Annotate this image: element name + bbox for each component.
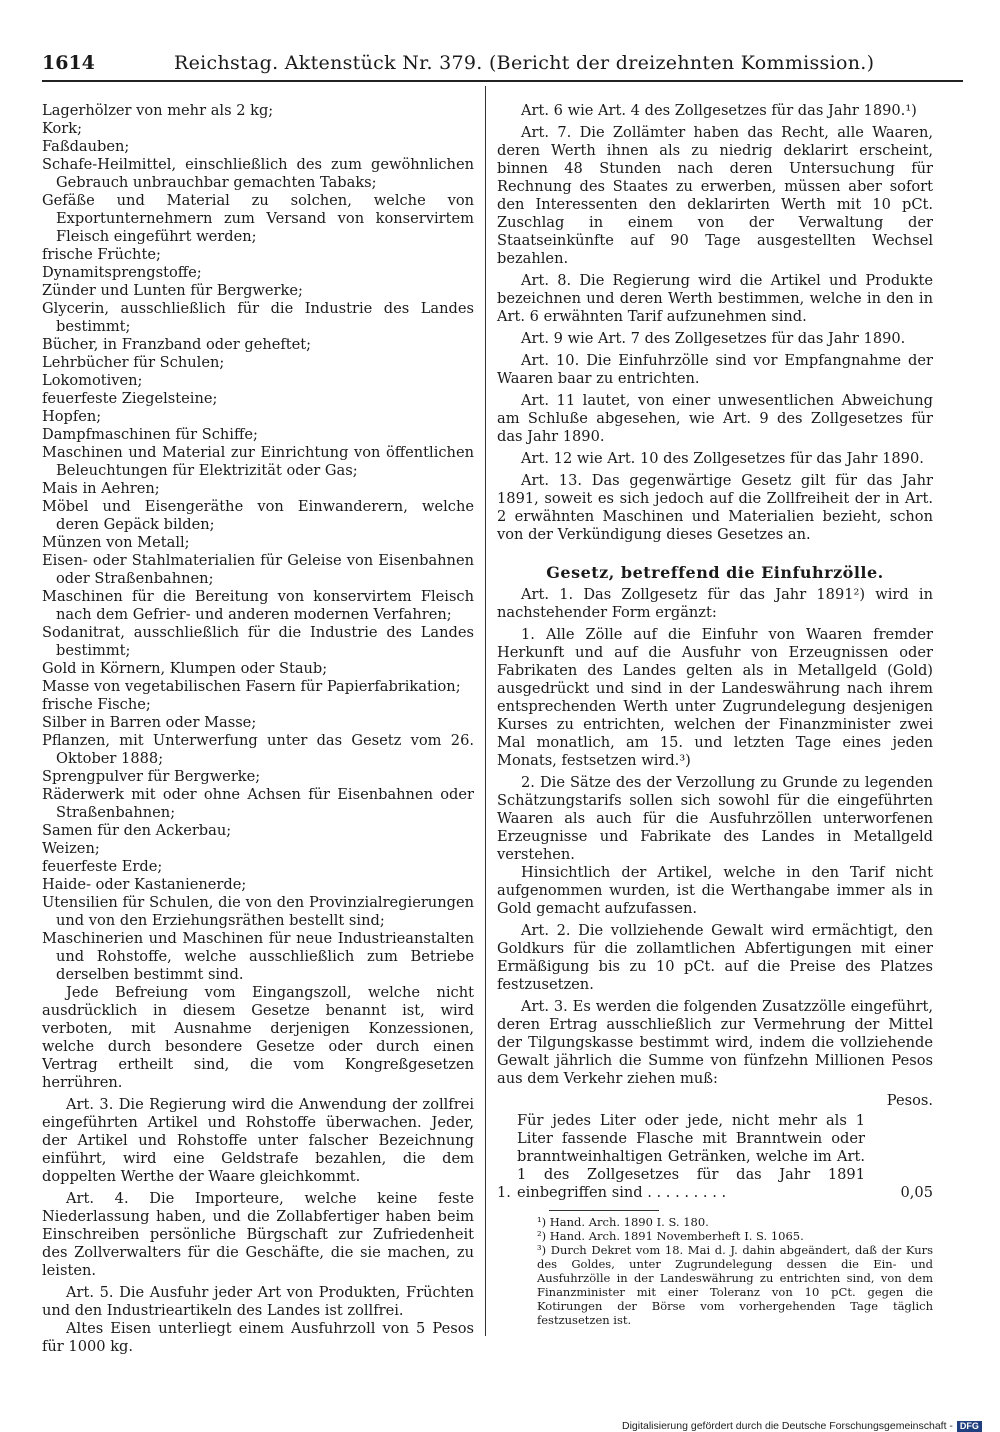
list-item: Maschinen und Material zur Einrichtung von öffentlichen Beleuchtungen für Elektrizität oder Gas; bbox=[42, 444, 474, 479]
list-item: frische Früchte; bbox=[42, 246, 161, 263]
paragraph: Art. 3. Es werden die folgenden Zusatzzölle eingeführt, deren Ertrag ausschließlich zur Vermehrung der Mittel der Tilgungskasse bestimmt wird, indem die vollziehende Gewalt jährlich die Summe von fünfzehn Millionen Pesos aus dem Verkehr ziehen muß: bbox=[497, 998, 933, 1087]
column-divider bbox=[485, 86, 486, 1336]
list-item: Mais in Aehren; bbox=[42, 480, 160, 497]
header-rule bbox=[42, 80, 963, 82]
list-item: Pflanzen, mit Unterwerfung unter das Gesetz vom 26. Oktober 1888; bbox=[42, 732, 474, 767]
paragraph: Art. 4. Die Importeure, welche keine feste Niederlassung haben, und die Zollabfertiger haben beim Einschreiben persönliche Bürgschaft zur Zufriedenheit des Zollverwalters für die Geschäfte, die sie machen, zu leisten. bbox=[42, 1190, 474, 1279]
list-item: Silber in Barren oder Masse; bbox=[42, 714, 257, 731]
tariff-row-text: Für jedes Liter oder jede, nicht mehr als 1 Liter fassende Flasche mit Branntwein oder branntweinhaltigen Getränken, welche im Art. 1 des Zollgesetzes für das Jahr 1891 einbegriffen sind . . . . . . . . . bbox=[517, 1112, 865, 1201]
paragraph: Art. 3. Die Regierung wird die Anwendung der zollfrei eingeführten Artikel und Rohstoffe überwachen. Jeder, der Artikel und Rohstoffe unter falscher Bezeichnung einführt, wird eine Geldstrafe bezahlen, die dem doppelten Werthe der Waare gleichkommt. bbox=[42, 1096, 474, 1185]
paragraph: Art. 8. Die Regierung wird die Artikel und Produkte bezeichnen und deren Werth bestimmen, welche in den in Art. 6 erwähnten Tarif aufzunehmen sind. bbox=[497, 272, 933, 325]
paragraph: Art. 11 lautet, von einer unwesentlichen Abweichung am Schluße abgesehen, wie Art. 9 des Zollgesetzes für das Jahr 1890. bbox=[497, 392, 933, 445]
paragraph: Art. 7. Die Zollämter haben das Recht, alle Waaren, deren Werth ihnen als zu niedrig deklarirt erscheint, binnen 48 Stunden nach deren Untersuchung für Rechnung des Staates zu erwerben, müssen aber sofort den Interessenten den deklarirten Werth mit 10 pCt. Zuschlag in einem von der Verwaltung der Staatseinkünfte auf 90 Tage ausgestellten Wechsel bezahlen. bbox=[497, 124, 933, 267]
paragraph: Art. 10. Die Einfuhrzölle sind vor Empfangnahme der Waaren baar zu entrichten. bbox=[497, 352, 933, 387]
list-item: Schafe-Heilmittel, einschließlich des zum gewöhnlichen Gebrauch unbrauchbar gemachten Tabaks; bbox=[42, 156, 474, 191]
list-item: Maschinerien und Maschinen für neue Industrieanstalten und Rohstoffe, welche ausschließlich zum Betriebe derselben bestimmt sind. bbox=[42, 930, 474, 983]
paragraph: Art. 12 wie Art. 10 des Zollgesetzes für das Jahr 1890. bbox=[521, 450, 924, 467]
list-item: Möbel und Eisengeräthe von Einwanderern, welche deren Gepäck bilden; bbox=[42, 498, 474, 533]
footnote-rule bbox=[549, 1210, 659, 1211]
list-item: frische Fische; bbox=[42, 696, 151, 713]
tariff-row-amount: 0,05 bbox=[900, 1184, 933, 1201]
list-item: Sodanitrat, ausschließlich für die Industrie des Landes bestimmt; bbox=[42, 624, 474, 659]
list-item: Dampfmaschinen für Schiffe; bbox=[42, 426, 258, 443]
list-item: Eisen- oder Stahlmaterialien für Geleise von Eisenbahnen oder Straßenbahnen; bbox=[42, 552, 474, 587]
footnote: ³) Durch Dekret vom 18. Mai d. J. dahin abgeändert, daß der Kurs des Goldes, unter Zugrundelegung dessen die Ein- und Ausfuhrzölle in der Landeswährung zu entrichten sind, von dem Finanzminister mit einer Toleranz von 10 pCt. gegen die Kotirungen der Börse vom vorhergehenden Tage täglich festzusetzen ist. bbox=[537, 1243, 933, 1327]
paragraph: Jede Befreiung vom Eingangszoll, welche nicht ausdrücklich in diesem Gesetze benannt ist, wird verboten, mit Ausnahme derjenigen Konzessionen, welche durch besondere Gesetze oder durch einen Vertrag ertheilt sind, die vom Kongreßgesetzen herrühren. bbox=[42, 984, 474, 1091]
list-item: Lagerhölzer von mehr als 2 kg; bbox=[42, 102, 274, 119]
list-item: Zünder und Lunten für Bergwerke; bbox=[42, 282, 303, 299]
paragraph: Art. 6 wie Art. 4 des Zollgesetzes für das Jahr 1890.¹) bbox=[521, 102, 917, 119]
list-item: Gefäße und Material zu solchen, welche von Exportunternehmern zum Versand von konservirtem Fleisch eingeführt werden; bbox=[42, 192, 474, 245]
section-title: Gesetz, betreffend die Einfuhrzölle. bbox=[546, 563, 884, 582]
list-item: Bücher, in Franzband oder geheftet; bbox=[42, 336, 312, 353]
tariff-row bbox=[497, 1112, 933, 1202]
paragraph: 1. Alle Zölle auf die Einfuhr von Waaren fremder Herkunft und auf die Ausfuhr von Erzeugnissen oder Fabrikaten des Landes gelten als in Metallgeld (Gold) ausgedrückt und sind in der Landeswährung nach ihrem entsprechenden Werth unter Zugrundelegung desjenigen Kurses zu entrichten, welchen der Finanzminister zwei Mal monatlich, am 15. und letzten Tage eines jeden Monats, festsetzen wird.³) bbox=[497, 626, 933, 769]
dfg-logo: DFG bbox=[957, 1421, 982, 1432]
list-item: feuerfeste Ziegelsteine; bbox=[42, 390, 218, 407]
list-item: Lokomotiven; bbox=[42, 372, 143, 389]
paragraph: 2. Die Sätze des der Verzollung zu Grunde zu legenden Schätzungstarifs sollen sich sowohl für die eingeführten Waaren als auch für die Ausfuhrzöllen unterworfenen Erzeugnisse und Fabrikate des Landes in Metallgeld verstehen. bbox=[497, 774, 933, 863]
list-item: Masse von vegetabilischen Fasern für Papierfabrikation; bbox=[42, 678, 461, 695]
footnote: ²) Hand. Arch. 1891 Novemberheft I. S. 1065. bbox=[537, 1229, 804, 1243]
running-title: Reichstag. Aktenstück Nr. 379. (Bericht der dreizehnten Kommission.) bbox=[174, 52, 875, 74]
paragraph: Hinsichtlich der Artikel, welche in den Tarif nicht aufgenommen wurden, ist die Werthangabe immer als in Gold gemacht aufzufassen. bbox=[497, 864, 933, 917]
list-item: Maschinen für die Bereitung von konservirtem Fleisch nach dem Gefrier- und anderen modernen Verfahren; bbox=[42, 588, 474, 623]
paragraph: Altes Eisen unterliegt einem Ausfuhrzoll von 5 Pesos für 1000 kg. bbox=[42, 1320, 474, 1355]
list-item: Samen für den Ackerbau; bbox=[42, 822, 232, 839]
page-header bbox=[42, 52, 962, 80]
tariff-column-header: Pesos. bbox=[886, 1092, 933, 1109]
list-item: Utensilien für Schulen, die von den Provinzialregierungen und von den Erziehungsräthen bestellt sind; bbox=[42, 894, 474, 929]
paragraph: Art. 1. Das Zollgesetz für das Jahr 1891²) wird in nachstehender Form ergänzt: bbox=[497, 586, 933, 621]
paragraph: Art. 2. Die vollziehende Gewalt wird ermächtigt, den Goldkurs für die zollamtlichen Abfertigungen mit einer Ermäßigung bis zu 10 pCt. auf die Preise des Platzes festzusetzen. bbox=[497, 922, 933, 993]
page-number: 1614 bbox=[42, 52, 95, 74]
list-item: Gold in Körnern, Klumpen oder Staub; bbox=[42, 660, 328, 677]
paragraph: Art. 5. Die Ausfuhr jeder Art von Produkten, Früchten und den Industrieartikeln des Landes ist zollfrei. bbox=[42, 1284, 474, 1319]
list-item: Lehrbücher für Schulen; bbox=[42, 354, 225, 371]
digitization-credit bbox=[622, 1420, 982, 1432]
list-item: Glycerin, ausschließlich für die Industrie des Landes bestimmt; bbox=[42, 300, 474, 335]
list-item: Weizen; bbox=[42, 840, 100, 857]
paragraph: Art. 13. Das gegenwärtige Gesetz gilt für das Jahr 1891, soweit es sich jedoch auf die Zollfreiheit der in Art. 2 erwähnten Maschinen und Materialien bezieht, schon von der Verkündigung dieses Gesetzes an. bbox=[497, 472, 933, 543]
list-item: Hopfen; bbox=[42, 408, 102, 425]
list-item: Haide- oder Kastanienerde; bbox=[42, 876, 247, 893]
left-column bbox=[42, 102, 474, 1356]
list-item: Münzen von Metall; bbox=[42, 534, 190, 551]
list-item: feuerfeste Erde; bbox=[42, 858, 163, 875]
list-item: Räderwerk mit oder ohne Achsen für Eisenbahnen oder Straßenbahnen; bbox=[42, 786, 474, 821]
right-column bbox=[497, 102, 933, 1327]
list-item: Sprengpulver für Bergwerke; bbox=[42, 768, 261, 785]
footnote: ¹) Hand. Arch. 1890 I. S. 180. bbox=[537, 1215, 709, 1229]
tariff-row-number: 1. bbox=[497, 1184, 511, 1201]
list-item: Faßdauben; bbox=[42, 138, 130, 155]
exemption-list bbox=[42, 102, 474, 984]
list-item: Kork; bbox=[42, 120, 83, 137]
credit-text: Digitalisierung gefördert durch die Deutsche Forschungsgemeinschaft - bbox=[622, 1420, 953, 1432]
list-item: Dynamitsprengstoffe; bbox=[42, 264, 202, 281]
paragraph: Art. 9 wie Art. 7 des Zollgesetzes für das Jahr 1890. bbox=[521, 330, 906, 347]
